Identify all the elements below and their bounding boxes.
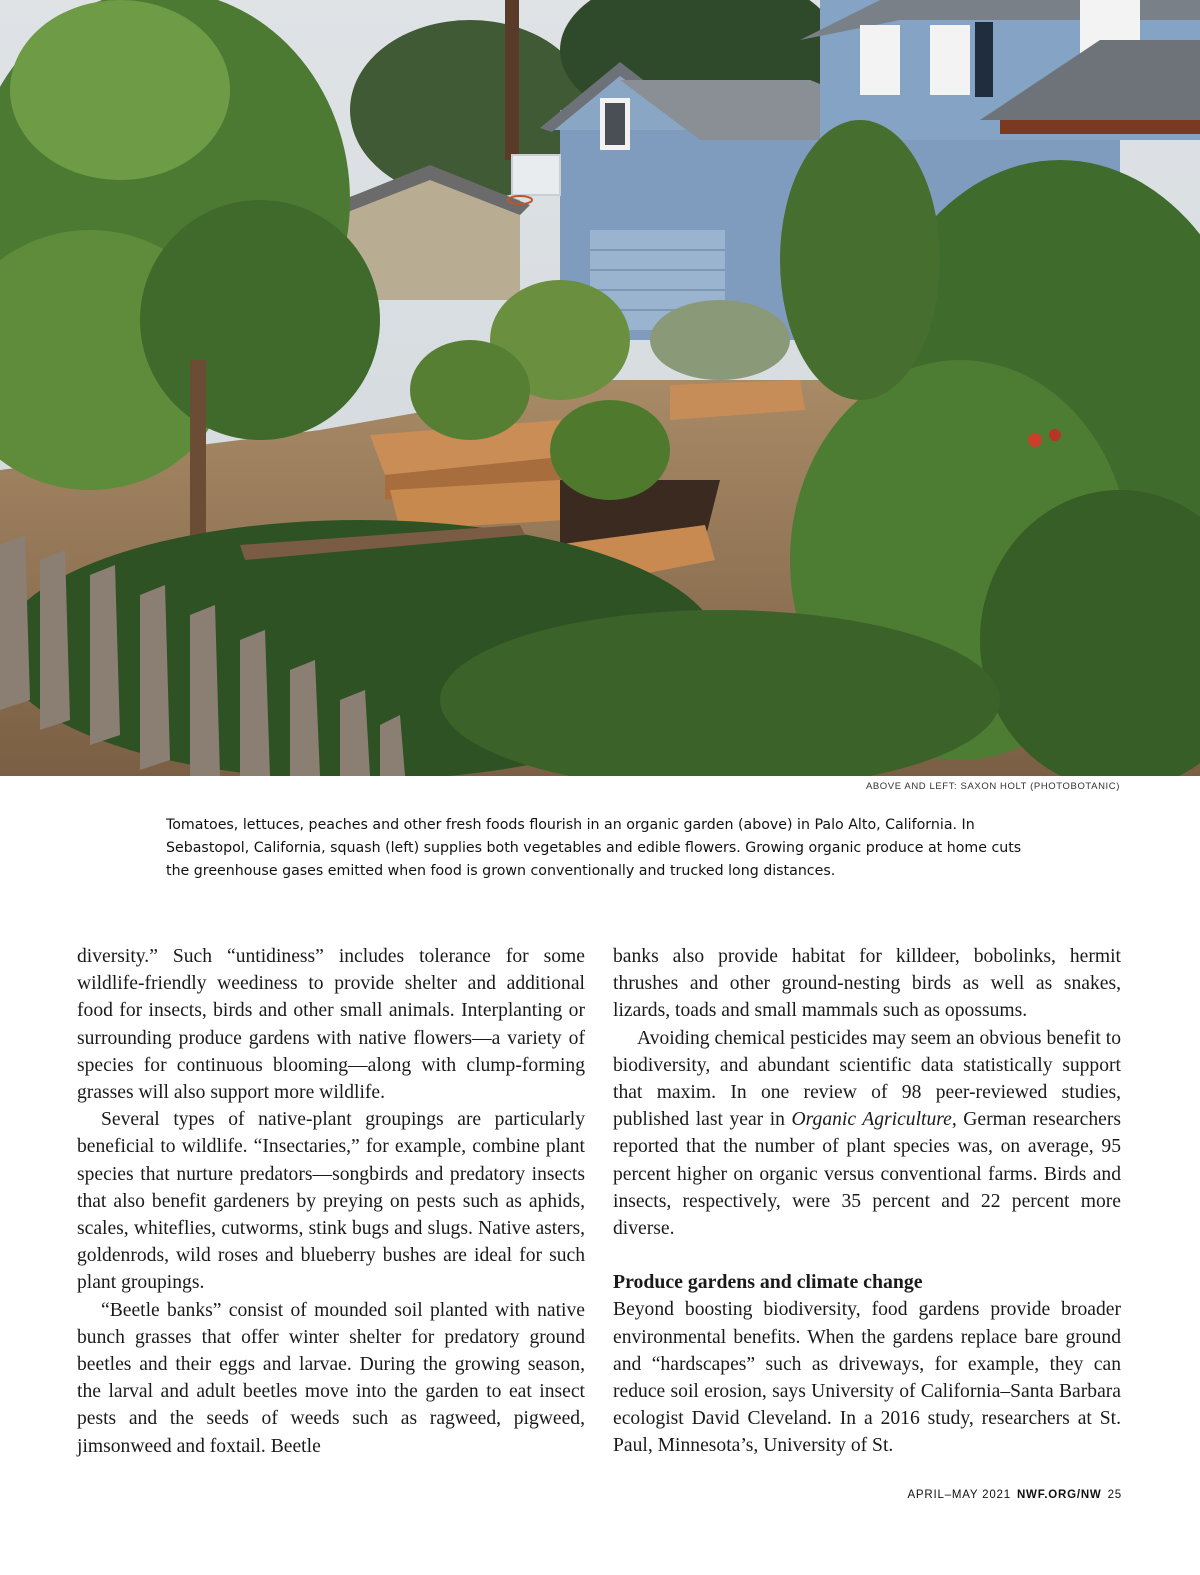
garden-photo bbox=[0, 0, 1200, 776]
photo-caption bbox=[166, 814, 1046, 883]
body-text: , German researchers reported that the number of plant species was, on average, 95 percent higher on organic versus conventional farms. Birds and insects, respectively, were 35 percent and 22 percent more diverse. bbox=[613, 1109, 1122, 1240]
left-column bbox=[77, 943, 585, 1460]
caption-text: Tomatoes, lettuces, peaches and other fresh foods flourish in an organic garden (above) in Palo Alto, California. In Sebastopol, California, squash (left) supplies both vegetables and edible flowers. Growing organic produce at home cuts the greenhouse gases emitted when food is grown conventionally and trucked long distances. bbox=[166, 817, 1022, 879]
body-paragraph: Beyond boosting biodiversity, food gardens provide broader environmental benefits. When the gardens replace bare ground and “hardscapes” such as driveways, for example, they can reduce soil erosion, says University of California–Santa Barbara ecologist David Cleveland. In a 2016 study, researchers at St. Paul, Minnesota’s, University of St. bbox=[613, 1299, 1121, 1457]
right-column bbox=[613, 943, 1121, 1460]
issue-date: APRIL–MAY 2021 bbox=[907, 1489, 1011, 1501]
body-paragraph bbox=[613, 1025, 1121, 1243]
body-paragraph: diversity.” Such “untidiness” includes tolerance for some wildlife-friendly weediness to provide shelter and additional food for insects, birds and other small animals. Interplanting or surrounding produce gardens with native flowers—a variety of species for continuous blooming—along with clump-forming grasses will also support more wildlife. bbox=[77, 946, 585, 1104]
body-paragraph: “Beetle banks” consist of mounded soil planted with native bunch grasses that offer winter shelter for predatory ground beetles and their eggs and larvae. During the growing season, the larval and adult beetles move into the garden to eat insect pests and the seeds of weeds such as ragweed, pigweed, jimsonweed and foxtail. Beetle bbox=[77, 1299, 585, 1457]
body-paragraph: banks also provide habitat for killdeer, bobolinks, hermit thrushes and other ground-nesting birds as well as snakes, lizards, toads and small mammals such as opossums. bbox=[613, 946, 1121, 1022]
journal-title: Organic Agriculture bbox=[791, 1109, 952, 1131]
photo-credit: ABOVE AND LEFT: SAXON HOLT (PHOTOBOTANIC) bbox=[865, 781, 1120, 792]
page-footer bbox=[901, 1489, 1122, 1501]
body-paragraph: Several types of native-plant groupings are particularly beneficial to wildlife. “Insectaries,” for example, combine plant species that nurture predators—songbirds and predatory insects that also benefit gardeners by preying on pests such as aphids, scales, whiteflies, cutworms, stink bugs and slugs. Native asters, goldenrods, wild roses and blueberry bushes are ideal for such plant groupings. bbox=[77, 1109, 585, 1294]
section-heading: Produce gardens and climate change bbox=[613, 1271, 923, 1294]
website-link[interactable]: NWF.ORG/NW bbox=[1016, 1489, 1102, 1501]
page-number: 25 bbox=[1107, 1489, 1122, 1501]
body-text: Avoiding chemical pesticides may seem an obvious benefit to biodiversity, and abundant scientific data statistically support that maxim. In one review of 98 peer-reviewed studies, published last year in bbox=[613, 1027, 1121, 1131]
